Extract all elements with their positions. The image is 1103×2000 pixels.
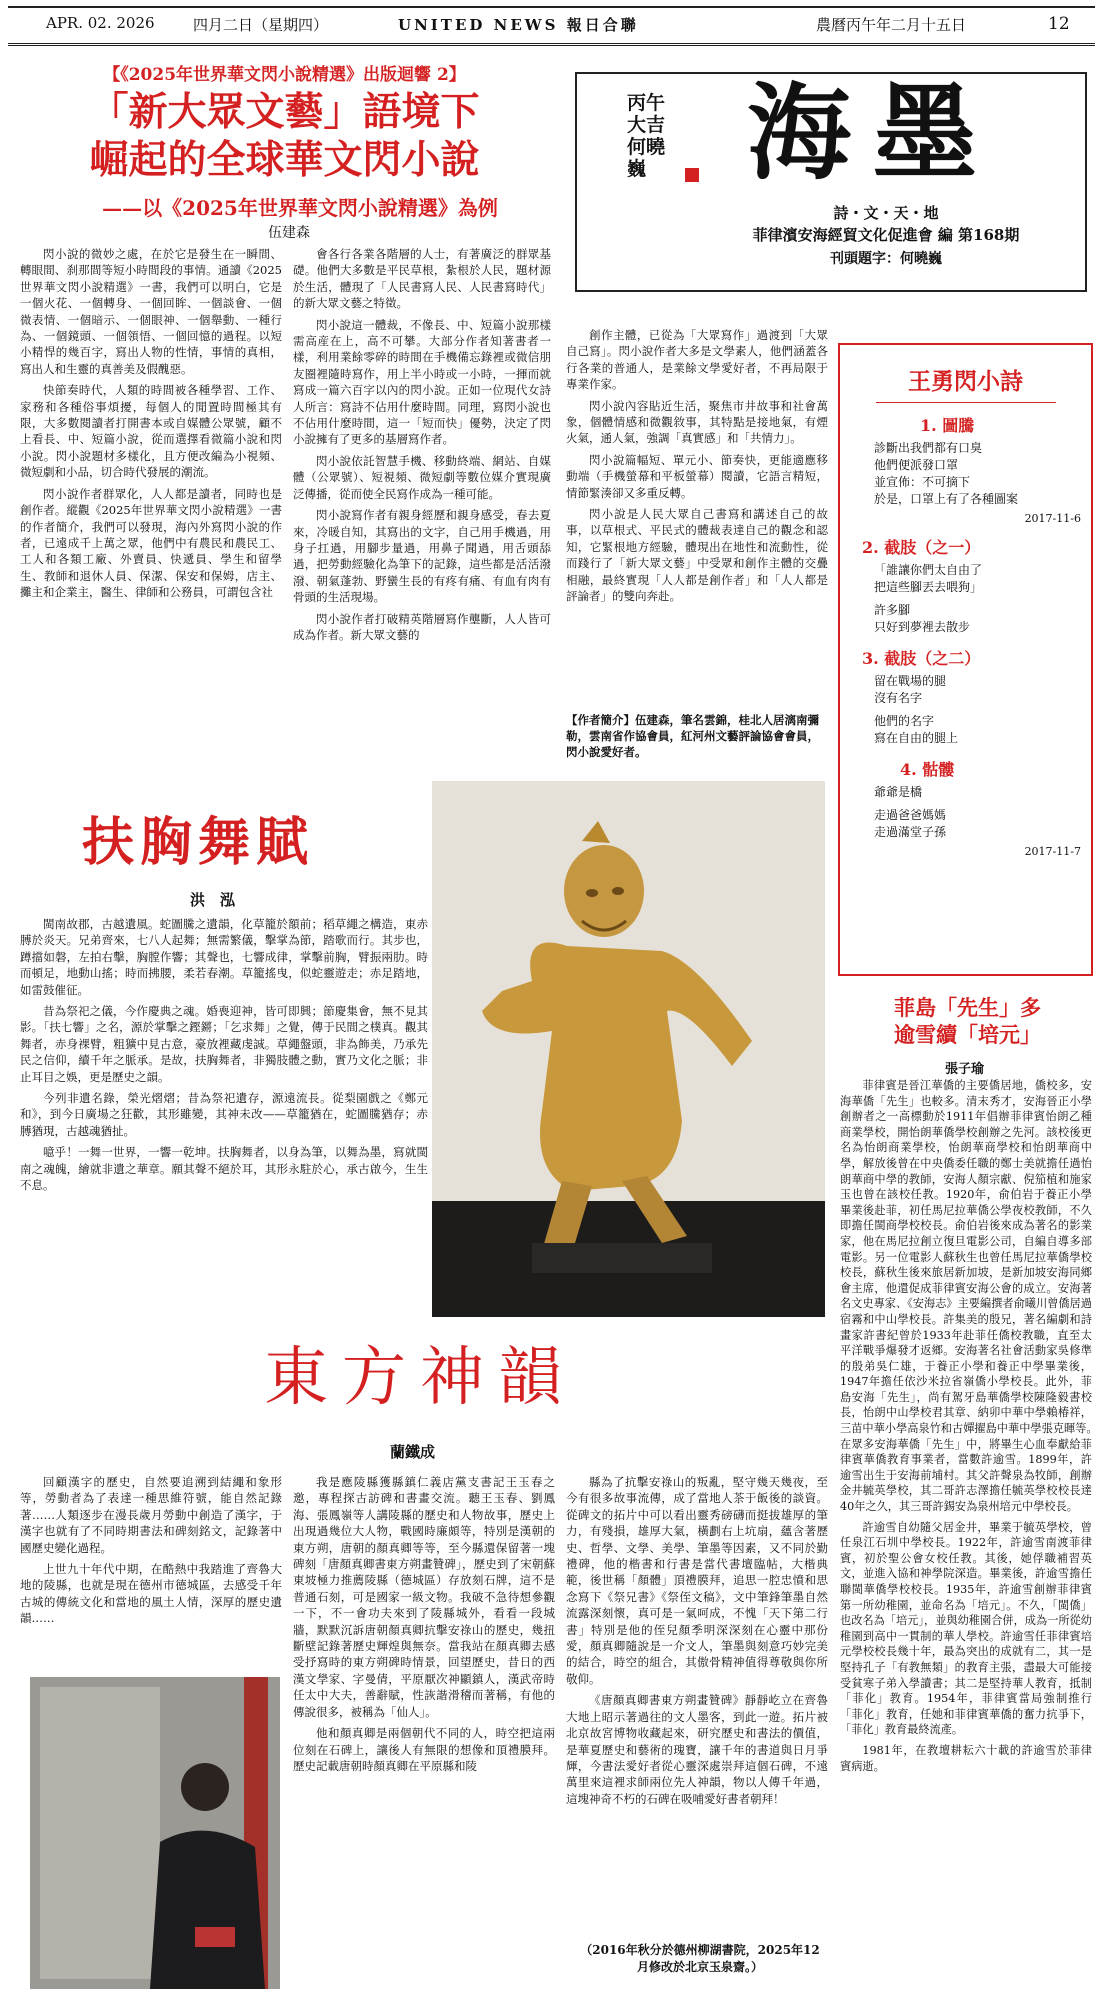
header-lunar-weekday: 四月二日（星期四） <box>193 16 329 34</box>
poem-1-date: 2017-11-6 <box>1024 512 1081 525</box>
stone-stele-photo <box>30 1677 280 1989</box>
paragraph: 我是應陵縣獲縣鎮仁義店黨支書記王玉春之邀，專程探古訪碑和書畫交流。聽王玉春、劉鳳海、張鳳嶺等人講陵縣的歷史和人物故事，歷史上出現過幾位大人物，戰國時廉頗等，特別是漢朝的東方朔，唐朝的顏真卿等等，至今縣還保留著一塊碑刻「唐顏真卿書東方朔畫贊碑」，歷史到了宋朝蘇東坡極力推薦陵縣（德城區）存放刻石牌，這不是普通石刻，可是國家一級文物。我破不急待想參觀一下，不一會功夫來到了陵縣城外，看看一段城牆，默默沉訴唐朝顏真卿抗擊安祿山的歷史，幾扭斷壁記錄著歷史輝煌與無奈。當我站在顏真卿去感受抒寫時的東方朔碑時情景，回望歷史，昔日的西漢文學家、字曼倩，平原厭次神顯鎮人，漢武帝時任太中大夫，善辭賦，性詼諧滑稽而著稱，有他的傳說很多，被稱為「仙人」。 <box>293 1475 555 1719</box>
article2 <box>20 782 428 1318</box>
calligraphy-inscription: 丙午大吉 何曉巍 <box>627 92 666 180</box>
paragraph: 昔為祭祀之儀，今作慶典之魂。婚喪迎神，皆可即興；節慶集會，無不見其影。「扶七響」之名，源於掌擊之鏗鏘；「乞求舞」之覺，傳于民間之樸真。觀其舞者，赤身裸臂，粗獷中見古意，豪放裡藏虔誠。草繩盤頭，非為飾美，乃承先民之信仰，續千年之脈承。是故，扶胸舞者，非獨肢體之動，實乃文化之脈；非止耳目之娛，更是歷史之韻。 <box>20 1004 428 1084</box>
red-seal-stamp <box>685 168 699 182</box>
paragraph: 閃小說作者打破精英階層寫作壟斷，人人皆可成為作者。新大眾文藝的 <box>293 611 551 642</box>
article3-body <box>840 1078 1103 1988</box>
paragraph: 縣為了抗擊安祿山的叛亂，堅守幾天幾夜，至今有很多故事流傳，成了當地人茶于飯後的談資。從碑文的拓片中可以看出靈秀磅礴而挺拔雄厚的筆力，有殘損，雄厚大氣，橫劃右上坑扇，蘊含著歷史、哲學、文學、美學、筆墨等因素，又不同於勤禮碑，他的楷書和行書是當代書壇臨帖，大楷典範，後世稱「顏體」頂禮膜拜，追思一腔忠憤和思念寫下《祭兄書》《祭侄文稿》，文中筆鋒筆墨自然流露深刻懷，真可是一氣呵成，不愧「天下第二行書」特別是他的侄兒顏季明深深刻在心靈中那份愛，顏真卿隨說是一介文人，筆墨與刻意巧妙完美的結合，時空的組合，其傲骨精神值得尊敬與你所敬仰。 <box>566 1475 828 1686</box>
paragraph: 上世九十年代中期，在酷熱中我踏進了齊魯大地的陵縣，也就是現在德州市德城區，去感受千年古城的傳統文化和當地的風土人情，深厚的歷史遺韻…… <box>20 1562 282 1626</box>
paragraph: 1981年，在教壇耕耘六十載的許逾雪於菲律賓病逝。 <box>840 1743 1092 1773</box>
paragraph: 快節奏時代，人類的時間被各種學習、工作、家務和各種俗事煩擾，每個人的閒置時間極其有限，大多數閱讀者打開書本或自媒體公眾號，顧不上看長、中、短篇小說，從而選擇看微篇小說和閃小說。閃小說題材多樣化，且方便改編為小視頻、微短劇和小品，切合時代發展的潮流。 <box>20 383 282 480</box>
article2-author: 洪 泓 <box>190 891 236 909</box>
poem-4-line: 走過爸爸媽媽 <box>874 808 947 822</box>
masthead-tagline: 詩・文・天・地 <box>833 204 939 222</box>
article3-author: 張子瑜 <box>945 1062 985 1077</box>
paragraph: 閃小說的微妙之處，在於它是發生在一瞬間、轉眼間、刹那間等短小時間段的事情。通讀《2025世界華文閃小說精選》一書，我們可以明白，它是一個火花、一個轉身、一個回眸、一個談會、一個微表情、一個暗示、一個眼神、一個舉動、一種行為、一個鏡頭、一個領悟、一個回憶的過程。以短小精悍的幾百字，寫出人物的性情，事情的真相，寫出人和生靈的真善美及假醜惡。 <box>20 247 282 376</box>
poem-1-line: 並宣佈：不可摘下 <box>874 475 971 489</box>
poem-3-line: 沒有名字 <box>874 691 923 705</box>
article4-title: 東方神韻 <box>264 1341 576 1415</box>
poems-title: 王勇閃小詩 <box>908 368 1023 395</box>
poem-2-line: 許多腳 <box>874 603 911 617</box>
article2-title: 扶胸舞賦 <box>82 812 315 873</box>
masthead-credit: 刊頭題字：何曉巍 <box>830 251 942 267</box>
article2-body <box>20 916 428 1194</box>
poem-3-line: 他們的名字 <box>874 714 935 728</box>
article1-author: 伍建森 <box>268 225 310 241</box>
poem-4-line: 走過滿堂子孫 <box>874 825 947 839</box>
paragraph: 他和顏真卿是兩個朝代不同的人，時空把這兩位刻在石碑上，讓後人有無限的想像和頂禮膜拜。歷史記載唐朝時顏真卿在平原縣和陵 <box>293 1726 555 1773</box>
paragraph: 閃小說是人民大眾自己書寫和講述自己的故事，以草根式、平民式的體裁表達自己的觀念和認知，它緊根地方經驗，體現出在地性和流動性，從而踐行了「新大眾文藝」中受眾和創作主體的交疊相融，最終實現「人人都是創作者」和「人人都是評論者」的雙向奔赴。 <box>566 507 828 604</box>
supplement-masthead-box <box>575 72 1087 292</box>
article1-column-1 <box>20 246 282 766</box>
poem-3-title: 3. 截肢（之二） <box>862 649 981 668</box>
article1-title-line2: 崛起的全球華文閃小說 <box>89 137 480 183</box>
article4-author: 蘭鐵成 <box>390 1443 436 1461</box>
article1-title <box>22 88 547 184</box>
poem-3-line: 寫在自由的腿上 <box>874 731 959 745</box>
paragraph: 創作主體，已從為「大眾寫作」過渡到「大眾自己寫」。閃小說作者大多是文學素人，他們涵蓋各行各業的普通人，是業餘文學愛好者，不再局限于專業作家。 <box>566 328 828 392</box>
paragraph: 《唐顏真卿書東方朔畫贊碑》靜靜屹立在齊魯大地上昭示著過往的文人墨客，到此一遊。拓片被北京故宮博物收藏起來，研究歷史和書法的價值，是華夏歷史和藝術的瑰寶，讓千年的書道與日月爭輝，今書法愛好者從心靈深處崇拜這個石碑，不遠萬里來這裡求師兩位先人神韻，物以人傳千年過，這塊神奇不朽的石碑在吸哺愛好書者朝拜！ <box>566 1693 828 1806</box>
poem-4-line: 爺爺是橋 <box>874 785 923 799</box>
masthead-en: UNITED NEWS <box>398 16 559 34</box>
paragraph: 閃小說內容貼近生活，聚焦市井故事和社會萬象，個體情感和微觀敘事，其特點是接地氣，有煙火氣，通人氣，強調「真實感」和「共情力」。 <box>566 398 828 446</box>
poem-4-date: 2017-11-7 <box>1024 845 1081 858</box>
paragraph: 閃小說作者群眾化，人人都是讀者，同時也是創作者。縱觀《2025年世界華文閃小說精選》一書的作者簡介，我們可以發現，海內外寫閃小說的作者，已遠成千上萬之眾，他們中有農民和農民工、工人和各類工廠、外賣員、快遞員、學生和留學生、教師和退休人員、保潔、保安和保姆，店主、攤主和企業主，醫生、律師和公務員，可謂包含社 <box>20 486 282 600</box>
article4-column-3 <box>566 1474 828 1932</box>
poem-1-line: 他們便派發口罩 <box>874 458 959 472</box>
paragraph: 今列非遺名錄，榮光熠熠；昔為祭祀遺存，源遠流長。從梨園戲之《鄭元和》，到今日廣場之狂歡，其形雖變，其神未改——草籠猶在，蛇圖騰猶存；赤膊猶現，古越魂猶扯。 <box>20 1091 428 1138</box>
paragraph: 許逾雪自幼隨父居金井，畢業于毓英學校，曾任泉江石圳中學校長。1922年，許逾雪南渡菲律賓，初於聖公會女校任教。其後，她俘職補習英文，並進入協和神學院深造。畢業後，許逾雪擔任聯閩華僑學校校長。1935年，許逾雪創辦菲律賓第一所幼稚園，並命名為「培元」。不久，「閩僑」也改名為「培元」，並與幼稚園合併，成為一所從幼稚園到高中一貫制的華人學校。許逾雪任菲律賓培元學校校長幾十年，最為突出的成就有二，其一是堅持孔子「有教無類」的教育主張，盡最大可能接受貧寒子弟入學讀書；其二是堅持華人教育，抵制「菲化」教育。1954年，菲律賓當局強制推行「菲化」教育，任她和菲律賓華僑的奮力抗爭下，「菲化」教育最終流產。 <box>840 1520 1092 1737</box>
article4-column-1 <box>20 1474 282 1674</box>
masthead-cn: 報日合聯 <box>566 16 639 34</box>
poem-4-title: 4. 骷髏 <box>900 760 955 779</box>
poem-2-line: 只好到夢裡去散步 <box>874 620 971 634</box>
article4-note: （2016年秋分於德州柳湖書院，2025年12月修改於北京玉泉齋。） <box>580 1943 820 1974</box>
article3-title <box>845 994 1090 1048</box>
paragraph: 噫乎！一舞一世界，一響一乾坤。扶胸舞者，以身為筆，以舞為墨，寫就閩南之魂魄，繪就非遺之華章。願其聲不絕於耳，其形永駐於心，承古啟今，生生不息。 <box>20 1145 428 1193</box>
article1-column-3 <box>566 327 828 705</box>
poem-1-title: 1. 圖騰 <box>920 416 975 435</box>
calligraphy-title: 海墨 <box>747 71 1000 194</box>
article4-column-2 <box>293 1474 555 1984</box>
paragraph: 閃小說寫作者有親身經歷和親身感受，春去夏來，冷暖自知，其寫出的文字，自己用手機過，用身子扛過，用腳步量過，用鼻子聞過，用舌頭舔過，把勞動經驗化為筆下的記錄，這些都是活活潑潑、朝氣蓬勃、野蠻生長的有疼有痛、有血有肉有骨頭的生活現場。 <box>293 508 551 605</box>
paragraph: 閃小說依託智慧手機、移動終端、網站、自媒體（公眾號）、短視頻、微短劇等數位媒介實現廣泛傳播，從而使全民寫作成為一種可能。 <box>293 453 551 501</box>
wood-sculpture-photo <box>432 781 825 1317</box>
poem-1-line: 診斷出我們都有口臭 <box>874 441 983 455</box>
paragraph: 閃小說這一體裁，不像長、中、短篇小說那樣需高産在上，高不可攀。大部分作者知著書者一樣，利用業餘零碎的時間在手機備忘錄裡或微信朋友圈裡隨時寫作，用上半小時或一小時，一揮而就寫成一篇六百字以內的閃小說。正如一位現代女詩人所言：寫詩不佔用什麼時間。同理，寫閃小說也不佔用什麼時間，這一「短而快」優勢，決定了閃小說擁有了更多的基層寫作者。 <box>293 317 551 447</box>
article3-title-line2: 逾雪續「培元」 <box>894 1022 1041 1047</box>
article3-title-line1: 菲島「先生」多 <box>894 995 1041 1020</box>
masthead-publisher: 菲律濱安海經貿文化促進會 編 第168期 <box>752 226 1020 244</box>
paragraph: 閃小說篇幅短、單元小、節奏快，更能適應移動端（手機螢幕和平板螢幕）閱讀，它語言精短，情節緊湊卻又多重反轉。 <box>566 452 828 500</box>
paragraph: 菲律賓是晉江華僑的主要僑居地，僑校多，安海華僑「先生」也較多。清末秀才，安海晉正小學創辦者之一高標動於1911年倡辦菲律賓怡朗乙種商業學校，開怡朗華僑學校創辦之先河。該校後更名為怡朗商業學校，怡朗華商學校和怡朗華商中學，解放後曾在中央僑委任職的鄭士美就擔任過怡朗華商中學的教師，安海人顏宗獻、倪笳植和施家玉也曾在該校任教。1920年，俞伯岩于養正小學畢業後赴菲，初任馬尼拉華僑公學夜校教師，不久即擔任閩商學校校長。俞伯岩後來成為著名的影業家，他在馬尼拉創立復旦電影公司，自編自導多部電影。另一位電影人蘇秋生也曾任馬尼拉華僑學校校長，蘇秋生後來旅居新加坡，是新加坡安海同鄉會主席，他還促成菲律賓安海公會的成立。安海著名文史專家、《安海志》主要編撰者俞曦川曾僑居過宿霧和中山學校長。許集美的殷兄，著名編劇和詩畫家許書紀曾於1933年赴菲任僑校教職，直至太平洋戰爭爆發才返鄉。安海著名社會活動家吳修準的殷弟吳仁雄，于養正小學和養正中學畢業後，1947年擔任依沙米拉省嶺僑小學校長。此外，菲島安海「先生」，尚有駕牙島華僑學校陳隆毅書校長，怡朗中山學校君其章、納卯中華中學賴椿祥，三苗中華小學高泉竹和古嬋擢島中華中學張克暉等。 在眾多安海華僑「先生」中，將畢生心血奉獻給菲律賓華僑教育事業者，當數許逾雪。1899年，許逾雪出生于安海前埔村。其父許聲泉為牧師，創辦金井毓英學校，其二哥許志澤擔任毓英學校校長達40年之久，其三哥許錫安為泉州培元中學校長。 <box>840 1079 1103 1514</box>
article1-kicker: 【《2025年世界華文閃小說精選》出版迴響 2】 <box>103 65 466 85</box>
paragraph: 回顧漢字的歷史，自然要追溯到結繩和象形等，勞動者為了表達一種思維符號，能自然記錄著……人類逐步在漫長歲月勞動中創造了漢字，于漢字也就有了不同時期書法和碑刻銘文，記錄著中國歷史變化過程。 <box>20 1475 282 1555</box>
article1-title-line1: 「新大眾文藝」語境下 <box>89 89 480 135</box>
poem-2-line: 把這些腳丟去喂狗」 <box>874 580 983 594</box>
poems-box <box>838 343 1093 976</box>
page-header <box>8 6 1095 46</box>
poem-2-title: 2. 截肢（之一） <box>862 538 981 557</box>
masthead <box>398 14 639 35</box>
header-lunar-date: 農曆丙午年二月十五日 <box>816 16 967 34</box>
poem-2-line: 「誰讓你們太自由了 <box>874 563 983 577</box>
header-date: APR. 02. 2026 <box>46 14 155 32</box>
page-number: 12 <box>1048 14 1070 34</box>
article1-author-bio: 【作者簡介】伍建森，筆名雲錦，桂北人居漓南彌勒，雲南省作協會員，紅河州文藝評論協會會員，閃小說愛好者。 <box>566 713 819 759</box>
paragraph: 會各行各業各階層的人士，有著廣泛的群眾基礎。他們大多數是平民草根，紮根於人民，題材源於生活，體現了「人民書寫人民、人民書寫時代」的新大眾文藝之特徵。 <box>293 247 551 311</box>
article1-subtitle: ——以《2025年世界華文閃小說精選》為例 <box>102 196 498 220</box>
article1-column-2 <box>293 246 551 766</box>
poem-1-line: 於是，口罩上有了各種圖案 <box>874 492 1019 506</box>
poem-3-line: 留在戰場的腿 <box>874 674 947 688</box>
paragraph: 閩南故郡，古越遺風。蛇圖騰之遺韻，化草籠於額前；稻草繩之構造，東赤膊於炎天。兄弟齊來，七八人起舞；無需繁儀，擊掌為節，踏歌而行。其步也，蹲擋如磐，左拍右擊，胸膛作響；其聲也，七響成律，掌擊前胸，臂振兩肋。時而頓足，地動山搖；時而拂腰，柔若春潮。草籠搖曳，似蛇靈遊走；赤足踏地，如雷鼓催征。 <box>20 917 428 997</box>
